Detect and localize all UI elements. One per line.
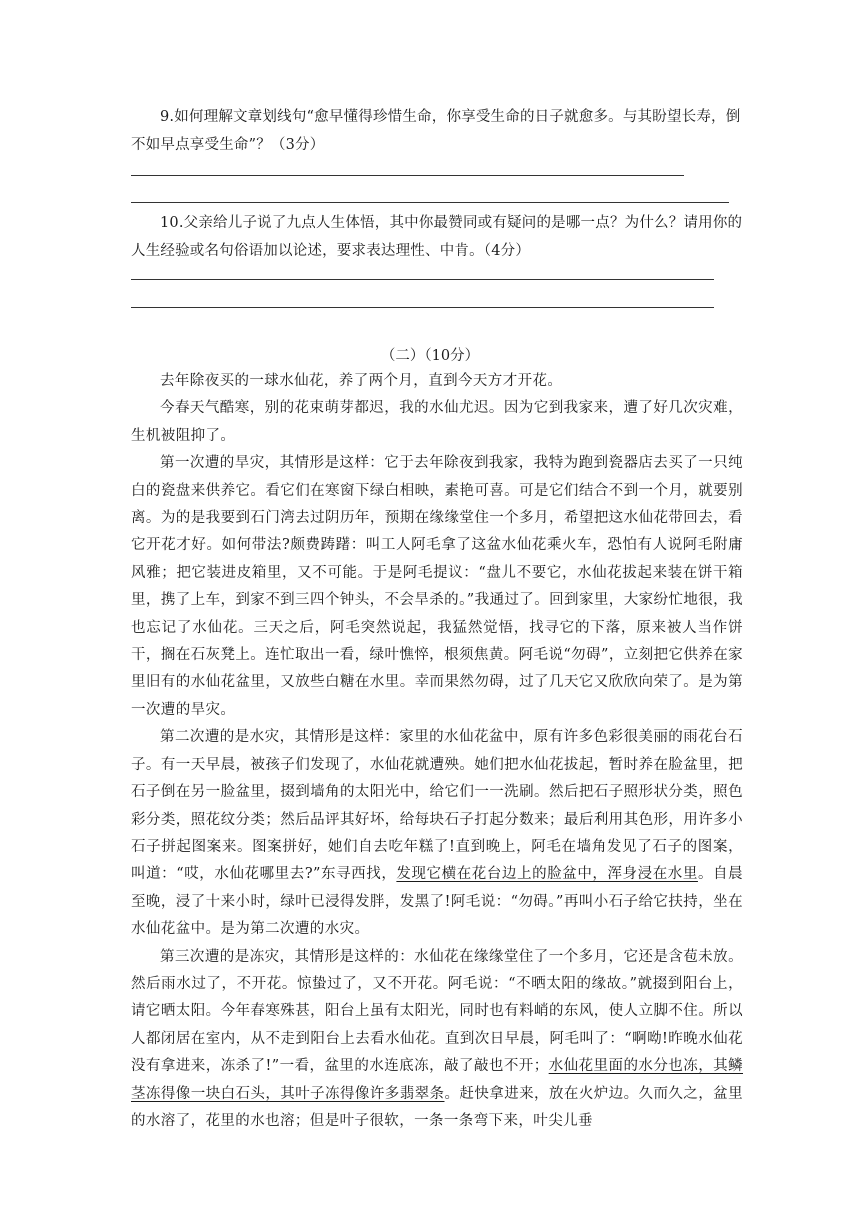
text-run: 第二次遭的是水灾，其情形是这样：家里的水仙花盆中，原有许多色彩很美丽的雨花台石子。有一天早晨，被孩子们发现了，水仙花就遭殃。她们把水仙花拔起，暂时养在脸盆里，把石子倒在另一脸盆里，掇到墙角的太阳光中，给它们一一洗刷。然后把石子照形状分类，照色彩分类，照花纹分类；然后品评其好坏，给每块石子打起分数来；最后利用其色形，用许多小石子拼起图案来。图案拼好，她们自去吃年糕了!直到晚上，阿毛在墙角发见了石子的图案，叫道：“哎，水仙花哪里去?”东寻西找， [131, 729, 743, 883]
answer-line [131, 279, 714, 280]
paragraph: 第一次遭的旱灾，其情形是这样：它于去年除夜到我家，我特为跑到瓷器店去买了一只纯白的瓷盘来供养它。看它们在寒窗下绿白相映，素艳可喜。可是它们结合不到一个月，就要别离。为的是我要到石门湾去过阴历年，预期在缘缘堂住一个多月，希望把这水仙花带回去，看它开花才好。如何带法?颇费踌躇：叫工人阿毛拿了这盆水仙花乘火车，恐怕有人说阿毛附庸风雅；把它装进皮箱里，又不可能。于是阿毛提议：“盘儿不要它，水仙花拔起来装在饼干箱里，携了上车，到家不到三四个钟头，不会旱杀的。”我通过了。回到家里，大家纷忙地很，我也忘记了水仙花。三天之后，阿毛突然说起，我猛然觉悟，找寻它的下落，原来被人当作饼干，搁在石灰凳上。连忙取出一看，绿叶憔悴，根须焦黄。阿毛说“勿碍”，立刻把它供养在家里旧有的水仙花盆里，又放些白糖在水里。幸而果然勿碍，过了几天它又欣欣向荣了。是为第一次遭的旱灾。 [131, 455, 743, 718]
underlined-sentence: 水仙花里面的水分也冻，其鳞茎冻得像一块白石头，其叶子冻得像许多翡翠条 [131, 1058, 743, 1102]
paragraph [131, 944, 743, 1136]
answer-line [131, 202, 729, 203]
answer-line [131, 175, 684, 176]
section-heading: （二）（10分） [380, 348, 480, 364]
text-run: 。赶快拿进来，放在火炉边。久而久之，盆里的水溶了，花里的水也溶；但是叶子很软，一条一条弯下来，叶尖儿垂 [131, 1085, 744, 1129]
question-10: 10.父亲给儿子说了九点人生体悟，其中你最赞同或有疑问的是哪一点？为什么？请用你的人生经验或名句俗语加以论述，要求表达理性、中肯。（4分） [131, 215, 743, 259]
text-run: 。自晨至晚，浸了十来小时，绿叶已浸得发胖，发黑了!阿毛说：“勿碍。”再叫小石子给它扶持，坐在水仙花盆中。是为第二次遭的水灾。 [131, 866, 743, 938]
paragraph: 今春天气酷寒，别的花束萌芽都迟，我的水仙尤迟。因为它到我家来，遭了好几次灾难，生机被阻抑了。 [131, 400, 743, 444]
question-9: 9.如何理解文章划线句“愈早懂得珍惜生命，你享受生命的日子就愈多。与其盼望长寿，倒不如早点享受生命”？（3分） [131, 109, 741, 153]
paragraph [131, 724, 743, 943]
article-body [131, 368, 743, 1135]
paragraph: 去年除夜买的一球水仙花，养了两个月，直到今天方才开花。 [160, 373, 563, 389]
underlined-sentence: 发现它横在花台边上的脸盆中，浑身浸在水里 [396, 866, 698, 883]
text-run: 第三次遭的是冻灾，其情形是这样的：水仙花在缘缘堂住了一个多月，它还是含苞未放。然后雨水过了，不开花。惊蛰过了，又不开花。阿毛说：“不晒太阳的缘故。”就掇到阳台上，请它晒太阳。今年春寒殊甚，阳台上虽有太阳光，同时也有料峭的东风，使人立脚不住。所以人都闭居在室内，从不走到阳台上去看水仙花。直到次日早晨，阿毛叫了：“啊呦!昨晚水仙花没有拿进来，冻杀了!”一看，盆里的水连底冻，敲了敲也不开； [131, 948, 743, 1075]
answer-line [131, 307, 714, 308]
